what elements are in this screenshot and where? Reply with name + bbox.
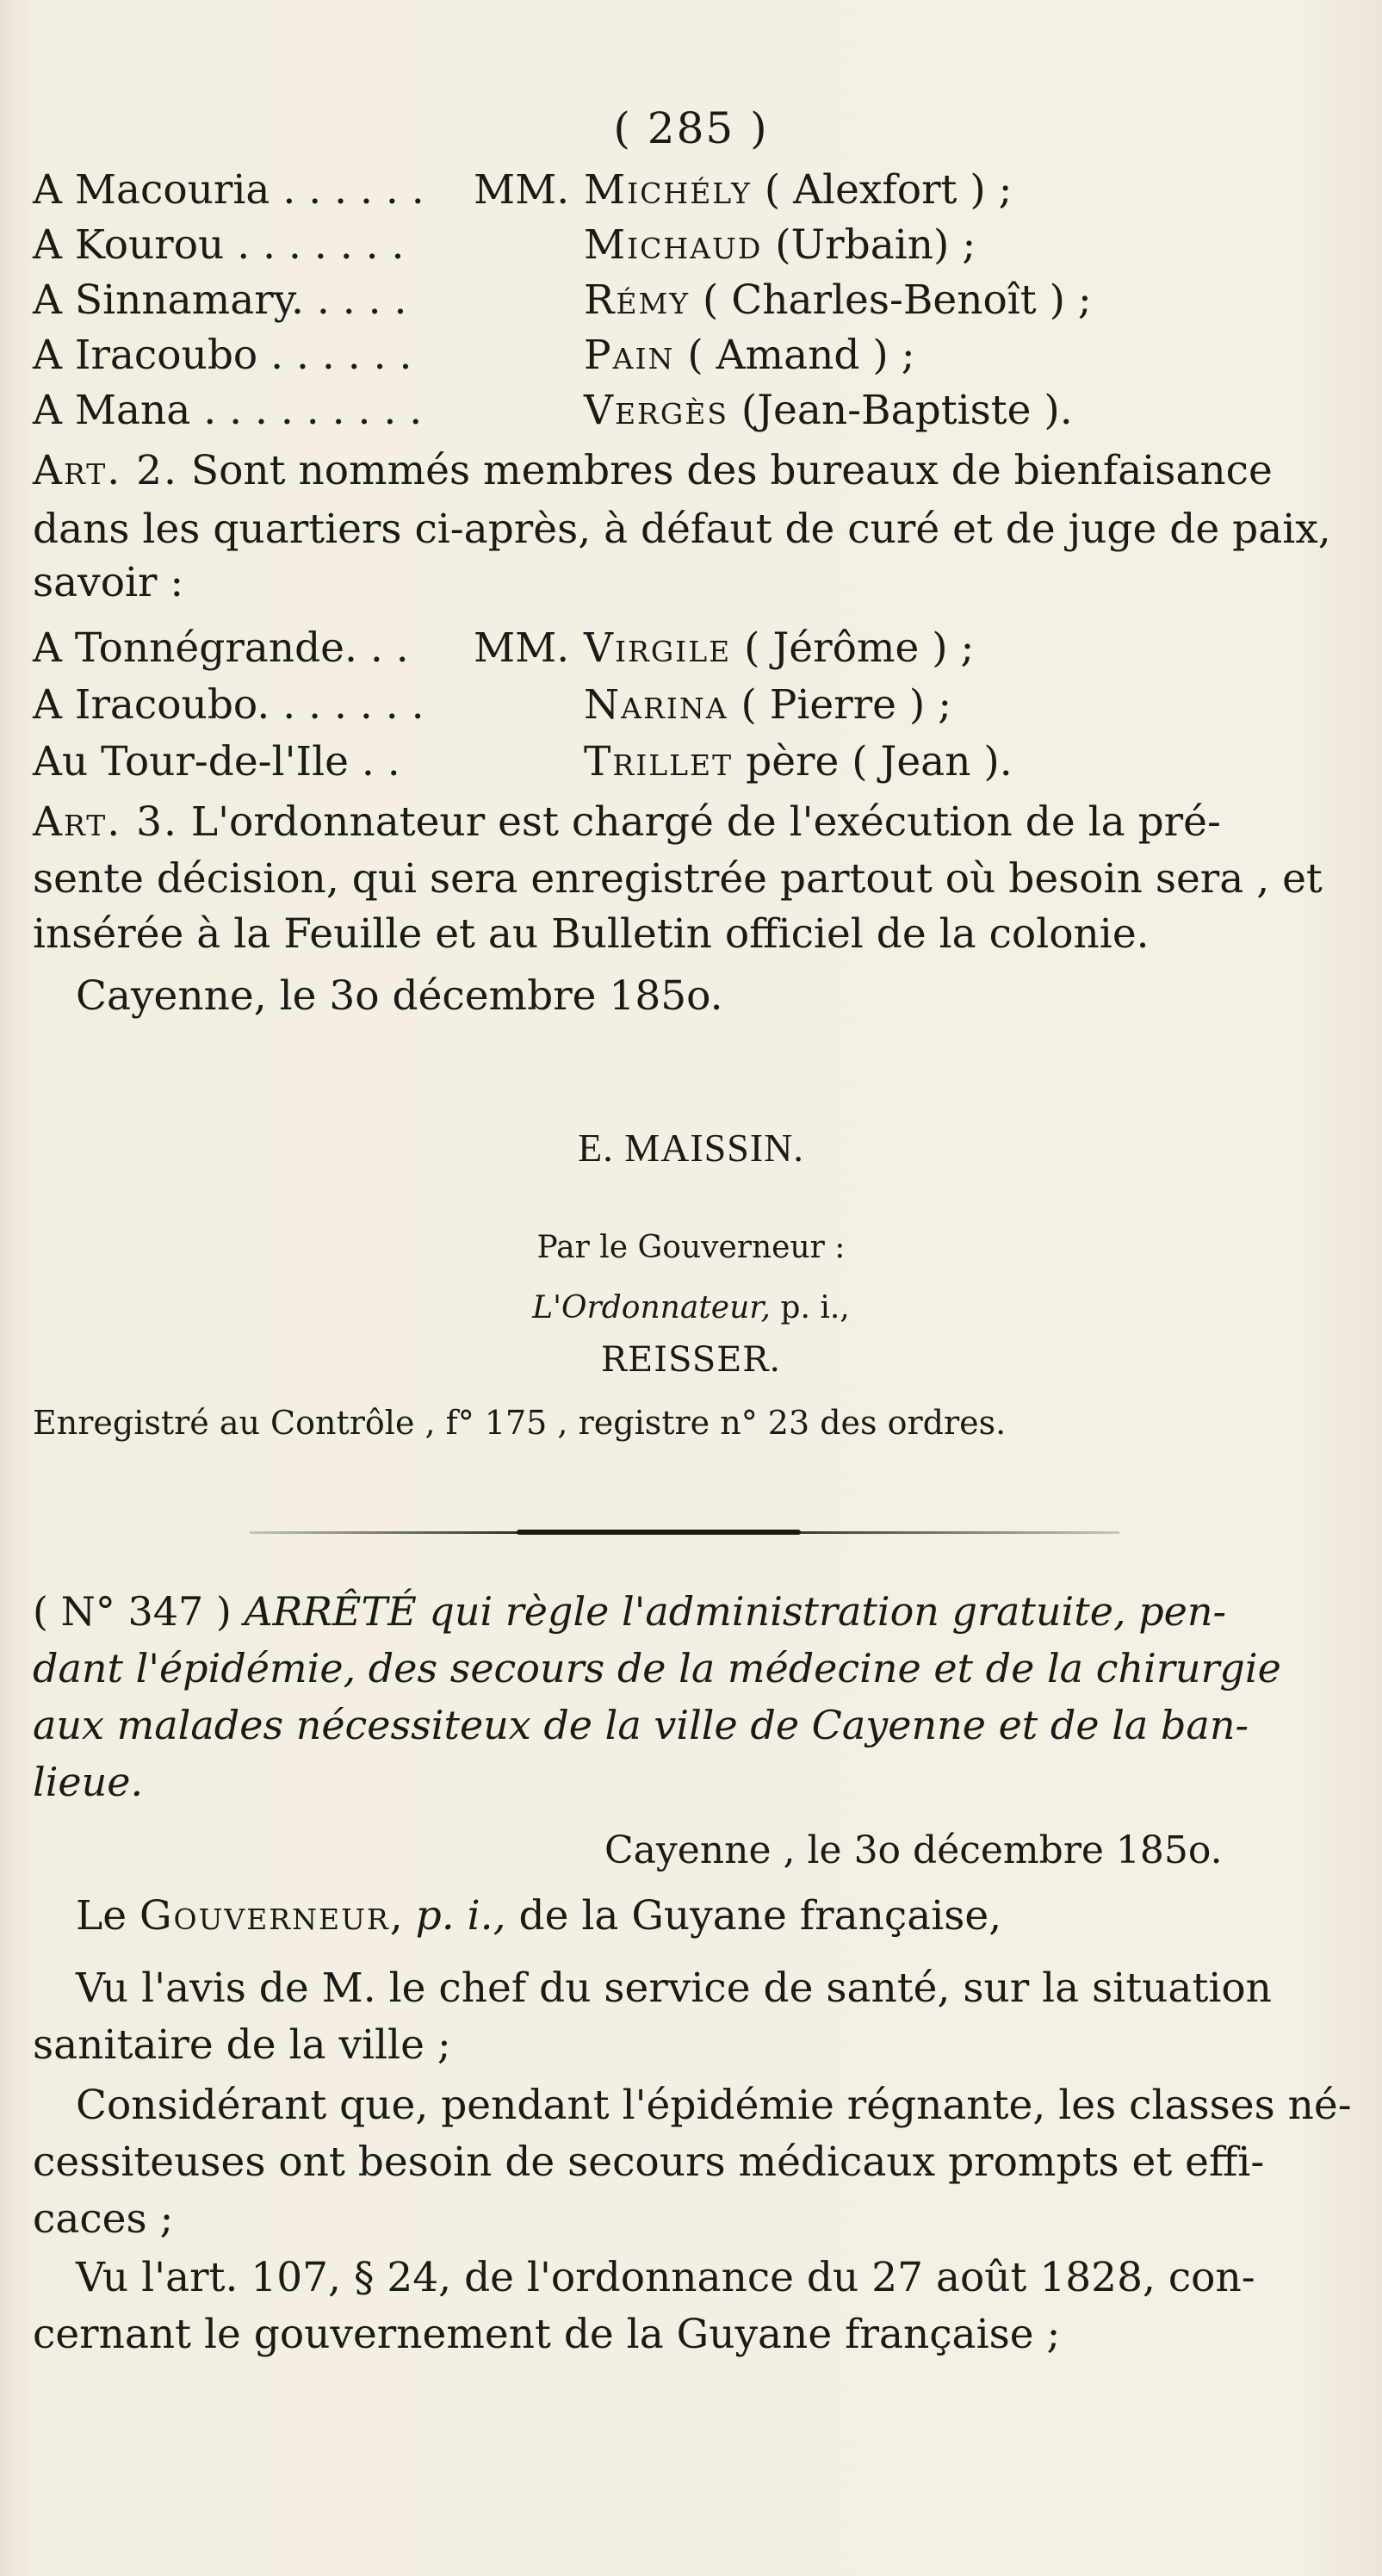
- place-name: A Sinnamary. . . . .: [33, 276, 407, 324]
- article-3-line: insérée à la Feuille et au Bulletin officiel de la colonie.: [33, 910, 1150, 958]
- member-surname: Michaud: [584, 221, 763, 269]
- gouverneur-label: Gouverneur: [139, 1892, 390, 1940]
- arrete-title-line: aux malades nécessiteux de la ville de Cayenne et de la ban-: [33, 1702, 1249, 1748]
- member-given-name: ( Charles-Benoît ) ;: [690, 276, 1092, 324]
- arrete-title: [33, 1583, 1350, 1640]
- list-item: [33, 274, 1350, 327]
- preamble-line: caces ;: [33, 2195, 174, 2243]
- member-surname: Trillet: [584, 738, 734, 785]
- list-item: [33, 329, 1350, 382]
- member-surname: Michély: [584, 166, 752, 214]
- preamble-gouverneur: Le Gouverneur, p. i., de la Guyane française,: [76, 1892, 1002, 1940]
- list-item: [33, 384, 1350, 438]
- list-item: [33, 622, 1350, 675]
- member-surname: Narina: [584, 681, 728, 729]
- date-line: Cayenne, le 3o décembre 185o.: [76, 972, 723, 1020]
- article-2-line: [33, 444, 1350, 498]
- list-item: [33, 219, 1350, 272]
- list-item: [33, 164, 1350, 217]
- preamble-line: Vu l'art. 107, § 24, de l'ordonnance du 27 août 1828, con-: [76, 2254, 1255, 2301]
- article-3-line: [33, 796, 1350, 849]
- preamble-line: cessiteuses ont besoin de secours médicaux prompts et effi-: [33, 2138, 1265, 2186]
- member-given-name: père ( Jean ).: [733, 738, 1013, 785]
- mm-label: MM.: [474, 166, 570, 214]
- registration-note: Enregistré au Contrôle , f° 175 , registre n° 23 des ordres.: [33, 1404, 1007, 1442]
- place-name: A Mana . . . . . . . . .: [33, 387, 423, 434]
- member-given-name: ( Alexfort ) ;: [751, 166, 1013, 214]
- arrete-title-line: ARRÊTÉ qui règle l'administration gratuite, pen-: [244, 1588, 1227, 1635]
- section-divider-thick: [517, 1530, 801, 1535]
- ordonnateur-line: [0, 1290, 1382, 1325]
- place-name: A Iracoubo. . . . . . .: [33, 681, 425, 729]
- signatory-name: REISSER.: [600, 1340, 782, 1380]
- article-text: L'ordonnateur est chargé de l'exécution de la pré-: [177, 798, 1221, 846]
- member-surname: Pain: [584, 332, 675, 379]
- list-item: [33, 679, 1350, 732]
- member-given-name: ( Pierre ) ;: [728, 681, 952, 729]
- page-number: ( 285 ): [613, 103, 769, 153]
- place-name: A Macouria . . . . . .: [33, 166, 425, 214]
- place-name: A Tonnégrande. . .: [33, 624, 409, 672]
- preamble-text: Le: [76, 1892, 139, 1940]
- preamble-text: de la Guyane française,: [505, 1892, 1002, 1940]
- arrete-number: ( N° 347 ): [33, 1588, 232, 1635]
- member-surname: Virgile: [584, 624, 732, 672]
- preamble-line: Considérant que, pendant l'épidémie régnante, les classes né-: [76, 2082, 1352, 2129]
- signature: E. MAISSIN.: [578, 1126, 804, 1170]
- list-item: [33, 736, 1350, 789]
- arrete-date: Cayenne , le 3o décembre 185o.: [604, 1828, 1223, 1872]
- member-given-name: (Urbain) ;: [762, 221, 976, 269]
- preamble-line: sanitaire de la ville ;: [33, 2021, 451, 2069]
- member-surname: Rémy: [584, 276, 691, 324]
- article-2-line: savoir :: [33, 559, 184, 606]
- mm-label: MM.: [474, 624, 570, 672]
- member-given-name: ( Jérôme ) ;: [731, 624, 975, 672]
- member-given-name: ( Amand ) ;: [674, 332, 915, 379]
- place-name: Au Tour-de-l'Ile . .: [33, 738, 400, 785]
- arrete-title-line: dant l'épidémie, des secours de la médecine et de la chirurgie: [33, 1645, 1281, 1691]
- member-given-name: (Jean-Baptiste ).: [728, 387, 1073, 434]
- place-name: A Kourou . . . . . . .: [33, 221, 405, 269]
- ordonnateur-title: L'Ordonnateur,: [532, 1290, 771, 1325]
- pi-label: p. i.,: [415, 1892, 506, 1940]
- article-3-line: sente décision, qui sera enregistrée partout où besoin sera , et: [33, 855, 1323, 903]
- article-label: Art. 2.: [33, 447, 178, 494]
- ordonnateur-suffix: p. i.,: [770, 1290, 850, 1325]
- article-text: Sont nommés membres des bureaux de bienfaisance: [177, 447, 1273, 494]
- arrete-title-line: lieue.: [33, 1759, 144, 1805]
- preamble-line: Vu l'avis de M. le chef du service de santé, sur la situation: [76, 1965, 1272, 2012]
- place-name: A Iracoubo . . . . . .: [33, 332, 412, 379]
- par-le-gouverneur: Par le Gouverneur :: [536, 1230, 846, 1265]
- article-label: Art. 3.: [33, 798, 178, 846]
- member-surname: Vergès: [584, 387, 728, 434]
- article-2-line: dans les quartiers ci-après, à défaut de curé et de juge de paix,: [33, 506, 1331, 553]
- preamble-line: cernant le gouvernement de la Guyane française ;: [33, 2311, 1061, 2358]
